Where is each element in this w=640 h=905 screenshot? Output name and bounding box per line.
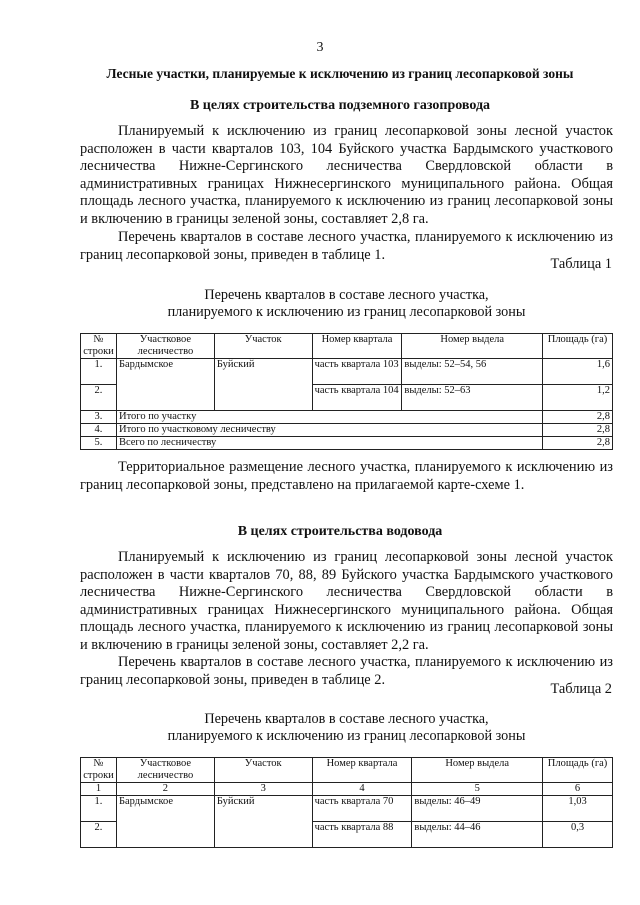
table2-header-vydel: Номер выдела <box>412 758 543 783</box>
row-area: 1,2 <box>543 385 613 411</box>
table1-header-uchastok: Участок <box>214 334 312 359</box>
col-number: 4 <box>312 783 412 796</box>
table-total-row <box>81 411 613 424</box>
table1-header-area: Площадь (га) <box>543 334 613 359</box>
row-num: 5. <box>81 437 117 450</box>
row-area: 1,6 <box>543 359 613 385</box>
row-area: 0,3 <box>543 822 613 848</box>
table2-caption <box>80 711 613 745</box>
col-number: 5 <box>412 783 543 796</box>
row-lesnichestvo: Бардымское <box>116 359 214 411</box>
col-number: 2 <box>116 783 214 796</box>
row-area: 1,03 <box>543 796 613 822</box>
row-vydel: выделы: 44–46 <box>412 822 543 848</box>
row-area: 2,8 <box>543 424 613 437</box>
section2-paragraph-2: Перечень кварталов в составе лесного участка, планируемого к исключению из границ лесопарковой зоны, приведен в таблице 2. <box>80 654 613 688</box>
table2-header-uchastok: Участок <box>214 758 312 783</box>
table1-caption-line2: планируемого к исключению из границ лесопарковой зоны <box>167 304 526 320</box>
table-row <box>81 359 613 385</box>
row-lesnichestvo: Бардымское <box>116 796 214 848</box>
table-total-row <box>81 424 613 437</box>
row-kvartal: часть квартала 88 <box>312 822 412 848</box>
section1-after-table: Территориальное размещение лесного участка, планируемого к исключению из границ лесопарковой зоны, представлено на прилагаемой карте-схеме 1. <box>80 459 613 493</box>
table1-header-vydel: Номер выдела <box>402 334 543 359</box>
table2-column-numbers <box>81 783 613 796</box>
row-vydel: выделы: 52–63 <box>402 385 543 411</box>
row-num: 1. <box>81 796 117 822</box>
row-kvartal: часть квартала 104 <box>312 385 402 411</box>
col-number: 6 <box>543 783 613 796</box>
table1-header-kvartal: Номер квартала <box>312 334 402 359</box>
table2-caption-line1: Перечень кварталов в составе лесного участка, <box>204 711 489 727</box>
table1-header-num: № строки <box>81 334 117 359</box>
row-num: 3. <box>81 411 117 424</box>
section2-heading: В целях строительства водовода <box>237 524 443 539</box>
row-area: 2,8 <box>543 437 613 450</box>
table1-caption-line1: Перечень кварталов в составе лесного участка, <box>204 287 489 303</box>
table2-header-num: № строки <box>81 758 117 783</box>
table2-label: Таблица 2 <box>550 681 612 697</box>
table1-header-lesnichestvo: Участковое лесничество <box>116 334 214 359</box>
col-number: 1 <box>81 783 117 796</box>
table2-header-kvartal: Номер квартала <box>312 758 412 783</box>
row-num: 4. <box>81 424 117 437</box>
row-uchastok: Буйский <box>214 796 312 848</box>
table-total-row <box>81 437 613 450</box>
table2-header-area: Площадь (га) <box>543 758 613 783</box>
section1-heading: В целях строительства подземного газопровода <box>189 98 491 113</box>
col-number: 3 <box>214 783 312 796</box>
table1-label: Таблица 1 <box>550 256 612 272</box>
row-area: 2,8 <box>543 411 613 424</box>
row-total-label: Итого по участковому лесничеству <box>116 424 542 437</box>
row-uchastok: Буйский <box>214 359 312 411</box>
section1-paragraph-1: Планируемый к исключению из границ лесопарковой зоны лесной участок расположен в части кварталов 103, 104 Буйского участка Бардымского участкового лесничества Нижне-Сергинского лесничества Свердловской области в административных границах Нижнесергинского муниципального района. Общая площадь лесного участка, планируемого к исключению из границ лесопарковой зоны и включению в границы зеленой зоны, составляет 2,8 га. <box>80 123 613 227</box>
row-kvartal: часть квартала 70 <box>312 796 412 822</box>
table-2 <box>80 757 613 848</box>
row-kvartal: часть квартала 103 <box>312 359 402 385</box>
row-num: 1. <box>81 359 117 385</box>
row-vydel: выделы: 46–49 <box>412 796 543 822</box>
row-vydel: выделы: 52–54, 56 <box>402 359 543 385</box>
row-total-label: Итого по участку <box>116 411 542 424</box>
row-total-label: Всего по лесничеству <box>116 437 542 450</box>
row-num: 2. <box>81 822 117 848</box>
table1-caption <box>80 287 613 321</box>
row-num: 2. <box>81 385 117 411</box>
section1-paragraph-2: Перечень кварталов в составе лесного участка, планируемого к исключению из границ лесопарковой зоны, приведен в таблице 1. <box>80 229 613 263</box>
table2-header-lesnichestvo: Участковое лесничество <box>116 758 214 783</box>
table-row <box>81 796 613 822</box>
section2-paragraph-1: Планируемый к исключению из границ лесопарковой зоны лесной участок расположен в части кварталов 70, 88, 89 Буйского участка Бардымского участкового лесничества Нижне-Сергинского лесничества Свердловской области в административных границах Нижнесергинского муниципального района. Общая площадь лесного участка, планируемого к исключению из границ лесопарковой зоны и включению в границы зеленой зоны, составляет 2,2 га. <box>80 549 613 653</box>
page-number: 3 <box>316 40 324 55</box>
document-title: Лесные участки, планируемые к исключению из границ лесопарковой зоны <box>106 66 574 81</box>
table2-header-row <box>81 758 613 783</box>
table1-header-row <box>81 334 613 359</box>
table-1 <box>80 333 613 450</box>
table2-caption-line2: планируемого к исключению из границ лесопарковой зоны <box>167 728 526 744</box>
